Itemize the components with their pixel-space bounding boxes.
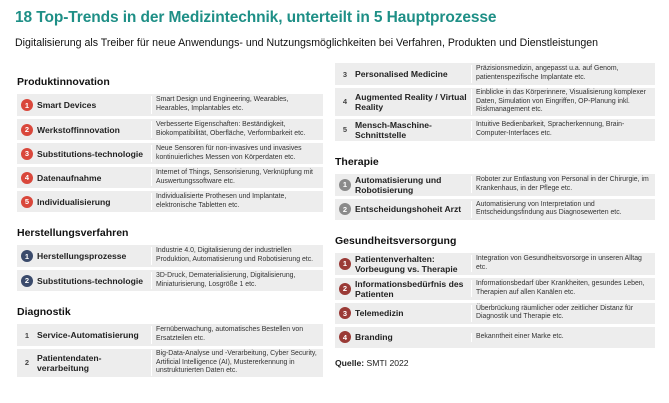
trend-row xyxy=(335,62,655,86)
section-produktinnovation xyxy=(17,76,323,213)
trend-description: Intuitive Bedienbarkeit, Spracherkennung, Brain-Computer-Interfaces etc. xyxy=(471,121,655,138)
trend-description: Einblicke in das Körperinnere, Visualisierung komplexer Daten, Simulation von Eingriffen, OP-Planung inkl. Riskmanagement etc. xyxy=(471,89,655,115)
trend-row xyxy=(17,268,323,292)
page-title: 18 Top-Trends in der Medizintechnik, unterteilt in 5 Hauptprozesse xyxy=(15,9,497,26)
trend-row xyxy=(335,301,655,325)
section-diagnostik xyxy=(17,306,323,378)
trend-number-badge: 2 xyxy=(339,203,351,215)
trend-row xyxy=(335,117,655,142)
trend-row xyxy=(17,347,323,378)
trend-number-badge: 3 xyxy=(21,148,33,160)
source-note xyxy=(335,358,655,368)
source-text: SMTI 2022 xyxy=(366,357,409,368)
trend-name: Augmented Reality / Virtual Reality xyxy=(355,91,467,112)
trend-name: Werkstoffinnovation xyxy=(37,124,120,135)
trend-name: Telemedizin xyxy=(355,308,404,319)
trend-description: Bekanntheit einer Marke etc. xyxy=(471,333,655,342)
page-subtitle: Digitalisierung als Treiber für neue Anwendungs- und Nutzungsmöglichkeiten bei Verfahren, Produkten und Dienstleistungen xyxy=(15,37,599,49)
trend-number-badge: 3 xyxy=(342,69,348,79)
trend-name: Branding xyxy=(355,332,393,343)
trend-row xyxy=(335,197,655,221)
trend-number-badge: 5 xyxy=(342,125,348,135)
trend-row xyxy=(17,93,323,117)
trend-row xyxy=(335,252,655,276)
trend-name: Mensch-Maschine-Schnittstelle xyxy=(355,119,432,140)
trend-row xyxy=(335,173,655,197)
trend-row xyxy=(335,276,655,301)
trend-name: Personalised Medicine xyxy=(355,69,448,79)
section-continued xyxy=(335,62,655,142)
trend-row xyxy=(17,323,323,347)
trend-description: Verbesserte Eigenschaften: Beständigkeit, Biokompatibilität, Oberfläche, Verformbarkeit etc. xyxy=(151,121,323,138)
trend-name: Datenaufnahme xyxy=(37,172,102,183)
trend-number-badge: 2 xyxy=(24,358,30,368)
trend-number-badge: 2 xyxy=(339,283,351,295)
section-title: Therapie xyxy=(335,155,379,168)
trend-number-badge: 1 xyxy=(21,99,33,111)
left-column xyxy=(17,62,323,382)
trend-description: 3D-Druck, Dematerialisierung, Digitalisierung, Miniaturisierung, Losgröße 1 etc. xyxy=(151,272,323,289)
source-label: Quelle: xyxy=(335,357,365,368)
trend-number-badge: 3 xyxy=(339,307,351,319)
trend-row xyxy=(335,325,655,349)
trend-description: Industrie 4.0, Digitalisierung der industriellen Produktion, Automatisierung und Robotisierung etc. xyxy=(151,247,323,264)
section-title: Herstellungsverfahren xyxy=(17,227,129,239)
trend-description: Big-Data-Analyse und -Verarbeitung, Cyber Security, Artificial Intelligence (AI), Mustererkennung in unstrukturierten Daten etc. xyxy=(151,350,323,376)
section-title: Gesundheitsversorgung xyxy=(335,234,457,247)
trend-name: Patientendaten-verarbeitung xyxy=(37,352,102,373)
trend-description: Automatisierung von Interpretation und Entscheidungsfindung aus Diagnosewerten etc. xyxy=(471,201,655,218)
trend-description: Fernüberwachung, automatisches Bestellen von Ersatzteilen etc. xyxy=(151,326,323,343)
trend-number-badge: 4 xyxy=(21,172,33,184)
trend-row xyxy=(17,244,323,268)
trend-description: Präzisionsmedizin, angepasst u.a. auf Genom, patientenspezifische Implantate etc. xyxy=(471,65,655,82)
trend-name: Patientenverhalten: Vorbeugung vs. Therapie xyxy=(355,253,458,274)
section-gesundheitsversorgung xyxy=(335,235,655,349)
trend-row xyxy=(17,117,323,141)
trend-row xyxy=(17,165,323,189)
trend-name: Service-Automatisierung xyxy=(37,330,139,340)
trend-name: Substitutions-technologie xyxy=(37,275,143,286)
trend-name: Entscheidungshoheit Arzt xyxy=(355,204,462,215)
trend-number-badge: 1 xyxy=(21,250,33,262)
trend-description: Integration von Gesundheitsvorsorge in unseren Alltag etc. xyxy=(471,255,655,272)
trend-number-badge: 4 xyxy=(342,97,348,107)
right-column xyxy=(335,62,655,368)
trend-number-badge: 2 xyxy=(21,275,33,287)
trend-number-badge: 4 xyxy=(339,331,351,343)
trend-name: Smart Devices xyxy=(37,100,97,110)
trend-description: Überbrückung räumlicher oder zeitlicher Distanz für Diagnostik und Therapie etc. xyxy=(471,305,655,322)
trend-name: Substitutions-technologie xyxy=(37,148,143,159)
section-herstellungsverfahren xyxy=(17,227,323,292)
trend-name: Individualisierung xyxy=(37,196,111,207)
trend-description: Informationsbedarf über Krankheiten, gesundes Leben, Therapien auf allen Kanälen etc. xyxy=(471,280,655,297)
trend-number-badge: 1 xyxy=(339,179,351,191)
trend-row xyxy=(335,86,655,117)
trend-description: Roboter zur Entlastung von Personal in der Chirurgie, im Krankenhaus, in der Pflege etc. xyxy=(471,176,655,193)
trend-description: Internet of Things, Sensorisierung, Verknüpfung mit Auswertungssoftware etc. xyxy=(151,169,323,186)
section-title: Produktinnovation xyxy=(17,76,110,88)
trend-name: Herstellungsprozesse xyxy=(37,251,127,261)
trend-description: Neue Sensoren für non-invasives und invasives kontinuierliches Messen von Körperdaten etc. xyxy=(151,145,323,162)
section-title: Diagnostik xyxy=(17,306,71,318)
trend-number-badge: 5 xyxy=(21,196,33,208)
trend-row xyxy=(17,189,323,213)
trend-row xyxy=(17,141,323,165)
section-therapie xyxy=(335,156,655,221)
trend-number-badge: 2 xyxy=(21,124,33,136)
trend-number-badge: 1 xyxy=(339,258,351,270)
trend-description: Individualisierte Prothesen und Implantate, elektronische Tabletten etc. xyxy=(151,193,323,210)
trend-name: Informationsbedürfnis des Patienten xyxy=(355,278,464,299)
trend-description: Smart Design und Engineering, Wearables, Hearables, Implantables etc. xyxy=(151,96,323,113)
trend-name: Automatisierung und Robotisierung xyxy=(355,174,442,195)
trend-number-badge: 1 xyxy=(24,330,30,340)
